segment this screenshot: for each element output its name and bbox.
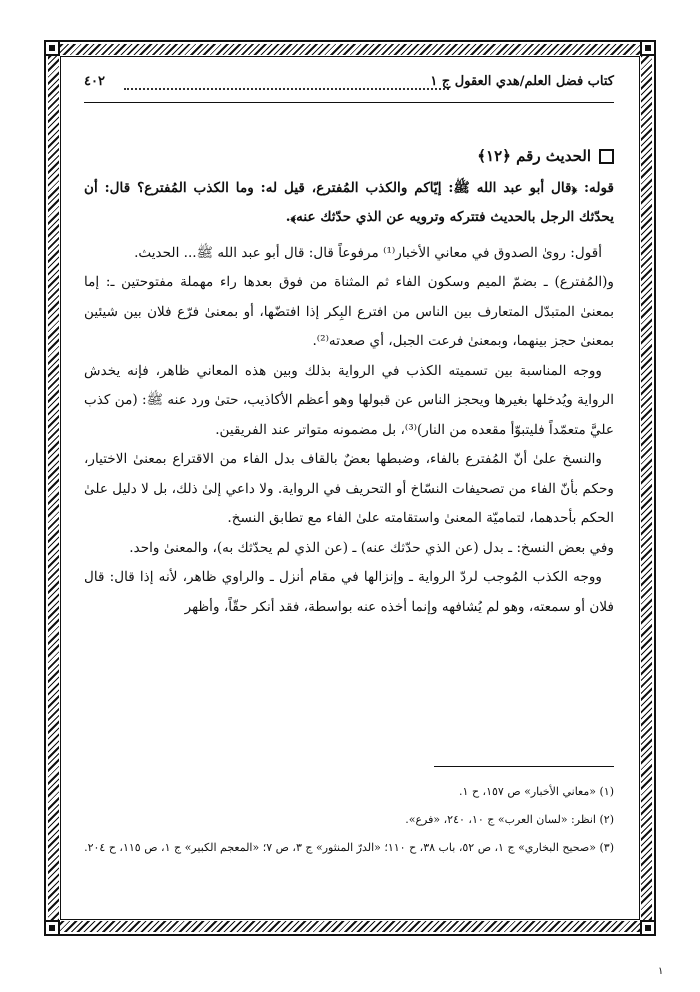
footnote: (٢) انظر: «لسان العرب» ج ١٠، ٢٤٠، «فرع». [405, 813, 614, 826]
paragraph: و(المُفترع) ـ بضمّ الميم وسكون الفاء ثم المثناة من فوق بعدها راء مهملة مفتوحتين ـ: إما بمعنىٰ المتبدّل المتعارف بين الناس من افترع البِكر إذا افتضّها، أو بمعنىٰ فرّع فلان بين شيئين بمعنىٰ حجز بينهما، وبمعنىٰ فرعت الجبل، أي صعدته⁽²⁾. [84, 274, 614, 349]
main-text [84, 142, 614, 622]
paragraph: ووجه المناسبة بين تسميته الكذب في الرواية بذلك وبين هذه المعاني ظاهر، فإنه يخدش الرواية ويُدخلها بغيرها ويحجز الناس عن قبولها وهو أعظم الأكاذيب، حتىٰ ورد عنه ﷺ: (من كذب عليَّ متعمّداً فليتبوّأ مقعده من النار)⁽³⁾، بل مضمونه متواتر عند الفريقين. [84, 362, 614, 438]
paragraph: ووجه الكذب المُوجب لردّ الرواية ـ وإنزالها في مقام أنزل ـ والراوي ظاهر، لأنه إذا قال: قال فلان أو سمعته، وهو لم يُشافهه وإنما أخذه عنه بواسطة، فقد أنكر حقّاً، وأظهر [84, 569, 614, 615]
square-bullet-icon [599, 149, 614, 164]
bottom-page-mark: ١ [658, 966, 664, 977]
page-content [72, 66, 628, 912]
frame-corner-ornament [44, 40, 60, 56]
footnote-separator [434, 766, 614, 767]
paragraph: وفي بعض النسخ: ـ بدل (عن الذي حدّثك عنه) ـ (عن الذي لم يحدّثك به)، والمعنىٰ واحد. [129, 539, 614, 556]
frame-corner-ornament [640, 920, 656, 936]
frame-corner-ornament [44, 920, 60, 936]
header-rule [84, 102, 614, 103]
hadith-heading [84, 142, 614, 172]
footnote: (٣) «صحيح البخاري» ج ١، ص ٥٢، باب ٣٨، ح ١١٠؛ «الدرّ المنثور» ج ٣، ص ٧؛ «المعجم الكبير» ج ١، ص ١١٥، ح ٢٠٤. [84, 841, 614, 854]
hadith-title: الحديث رقم ﴿١٢﴾ [477, 147, 591, 165]
book-title: كتاب فضل العلم/هدي العقول ج ١ [430, 74, 614, 89]
header-dot-leader [124, 88, 449, 90]
footnotes [84, 778, 614, 862]
hadith-text: قوله: ﴿قال أبو عبد الله ﷺ: إيّاكم والكذب المُفترع، قيل له: وما الكذب المُفترع؟ قال: أن يحدّثك الرجل بالحديث فتتركه وترويه عن الذي حدّثك عنه﴾. [84, 179, 614, 225]
paragraph: أقول: روىٰ الصدوق في معاني الأخبار⁽¹⁾ مرفوعاً قال: قال أبو عبد الله ﷺ... الحديث. [134, 244, 602, 261]
running-header [84, 74, 614, 98]
footnote: (١) «معاني الأخبار» ص ١٥٧، ح ١. [459, 785, 614, 798]
page-number: ٤٠٢ [84, 74, 105, 89]
paragraph: والنسخ علىٰ أنّ المُفترع بالفاء، وضبطها بعضٌ بالقاف بدل الفاء من الاقتراع بمعنىٰ الاختيار، وحكم بأنّ الفاء من تصحيفات النسّاخ أو التحريف في الرواية. ولا داعي إلىٰ ذلك، بل لا دليل علىٰ الحكم بأحدهما، لتماميّة المعنىٰ واستقامته علىٰ الفاء مع تطابق النسخ. [84, 451, 614, 526]
frame-corner-ornament [640, 40, 656, 56]
